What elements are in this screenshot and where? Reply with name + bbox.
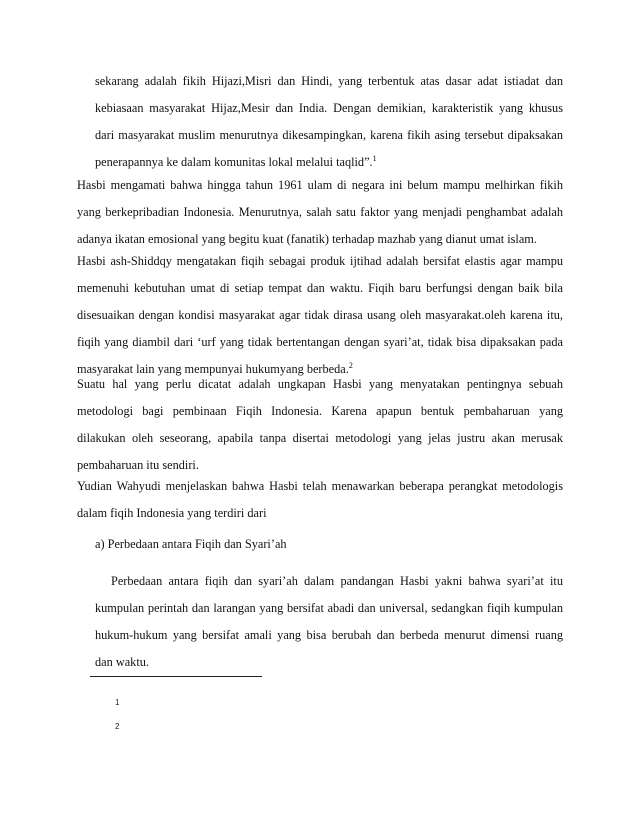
paragraph-3 bbox=[77, 371, 563, 479]
quote-line-3: dari masyarakat muslim menurutnya dikesampingkan, karena fikih asing tersebut dipaksakan bbox=[95, 128, 563, 142]
quote-line-2: kebiasaan masyarakat Hijaz,Mesir dan India. Dengan demikian, karakteristik yang khusus bbox=[95, 101, 563, 115]
paragraph-2 bbox=[77, 248, 563, 383]
para2-line-3: disesuaikan dengan kondisi masyarakat agar tidak dirasa usang oleh masyarakat.oleh karena itu, bbox=[77, 308, 563, 322]
para1-line-3: adanya ikatan emosional yang begitu kuat (fanatik) terhadap mazhab yang dianut umat islam. bbox=[77, 232, 537, 246]
para5-line-2: kumpulan perintah dan larangan yang bersifat abadi dan universal, sedangkan fiqih kumpulan bbox=[95, 601, 563, 615]
footnote-ref-2[interactable]: 2 bbox=[348, 361, 353, 370]
list-item-a-text: a) Perbedaan antara Fiqih dan Syari’ah bbox=[95, 537, 287, 551]
footnote-2-number: 2 bbox=[115, 722, 120, 731]
paragraph-4 bbox=[77, 473, 563, 527]
para4-line-2: dalam fiqih Indonesia yang terdiri dari bbox=[77, 506, 267, 520]
para2-line-1: Hasbi ash-Shiddqy mengatakan fiqih sebagai produk ijtihad adalah bersifat elastis agar mampu bbox=[77, 254, 563, 268]
quote-line-4-text: penerapannya ke dalam komunitas lokal melalui taqlid”. bbox=[95, 155, 373, 169]
paragraph-5 bbox=[95, 568, 563, 676]
footnote-separator bbox=[90, 676, 262, 677]
para4-line-1: Yudian Wahyudi menjelaskan bahwa Hasbi telah menawarkan beberapa perangkat metodologis bbox=[77, 479, 563, 493]
para3-line-2: metodologi bagi pembinaan Fiqih Indonesia. Karena apapun bentuk pembaharuan yang bbox=[77, 404, 563, 418]
quote-line-1: sekarang adalah fikih Hijazi,Misri dan Hindi, yang terbentuk atas dasar adat istiadat dan bbox=[95, 74, 563, 88]
list-item-a bbox=[95, 531, 563, 558]
para5-line-4: dan waktu. bbox=[95, 655, 149, 669]
para1-line-2: yang berkepribadian Indonesia. Menurutnya, salah satu faktor yang menjadi penghambat adalah bbox=[77, 205, 563, 219]
para5-line-1: Perbedaan antara fiqih dan syari’ah dalam pandangan Hasbi yakni bahwa syari’at itu bbox=[111, 574, 563, 588]
para2-line-2: memenuhi kebutuhan umat di setiap tempat dan waktu. Fiqih baru berfungsi dengan baik bila bbox=[77, 281, 563, 295]
para3-line-3: dilakukan oleh seseorang, apabila tanpa disertai metodologi yang jelas justru akan merusak bbox=[77, 431, 563, 445]
para3-line-4: pembaharuan itu sendiri. bbox=[77, 458, 199, 472]
quote-block bbox=[95, 68, 563, 176]
paragraph-1 bbox=[77, 172, 563, 253]
footnote-1-number: 1 bbox=[115, 698, 120, 707]
footnote-ref-1[interactable]: 1 bbox=[372, 154, 377, 163]
para1-line-1: Hasbi mengamati bahwa hingga tahun 1961 ulam di negara ini belum mampu melhirkan fikih bbox=[77, 178, 563, 192]
para2-line-5-text: masyarakat lain yang mempunyai hukumyang berbeda. bbox=[77, 362, 349, 376]
para5-line-3: hukum-hukum yang bersifat amali yang bisa berubah dan berbeda menurut dimensi ruang bbox=[95, 628, 563, 642]
para3-line-1: Suatu hal yang perlu dicatat adalah ungkapan Hasbi yang menyatakan pentingnya sebuah bbox=[77, 377, 563, 391]
para2-line-4: fiqih yang diambil dari ‘urf yang tidak bertentangan dengan syari’at, tidak bisa dipaksakan pada bbox=[77, 335, 563, 349]
